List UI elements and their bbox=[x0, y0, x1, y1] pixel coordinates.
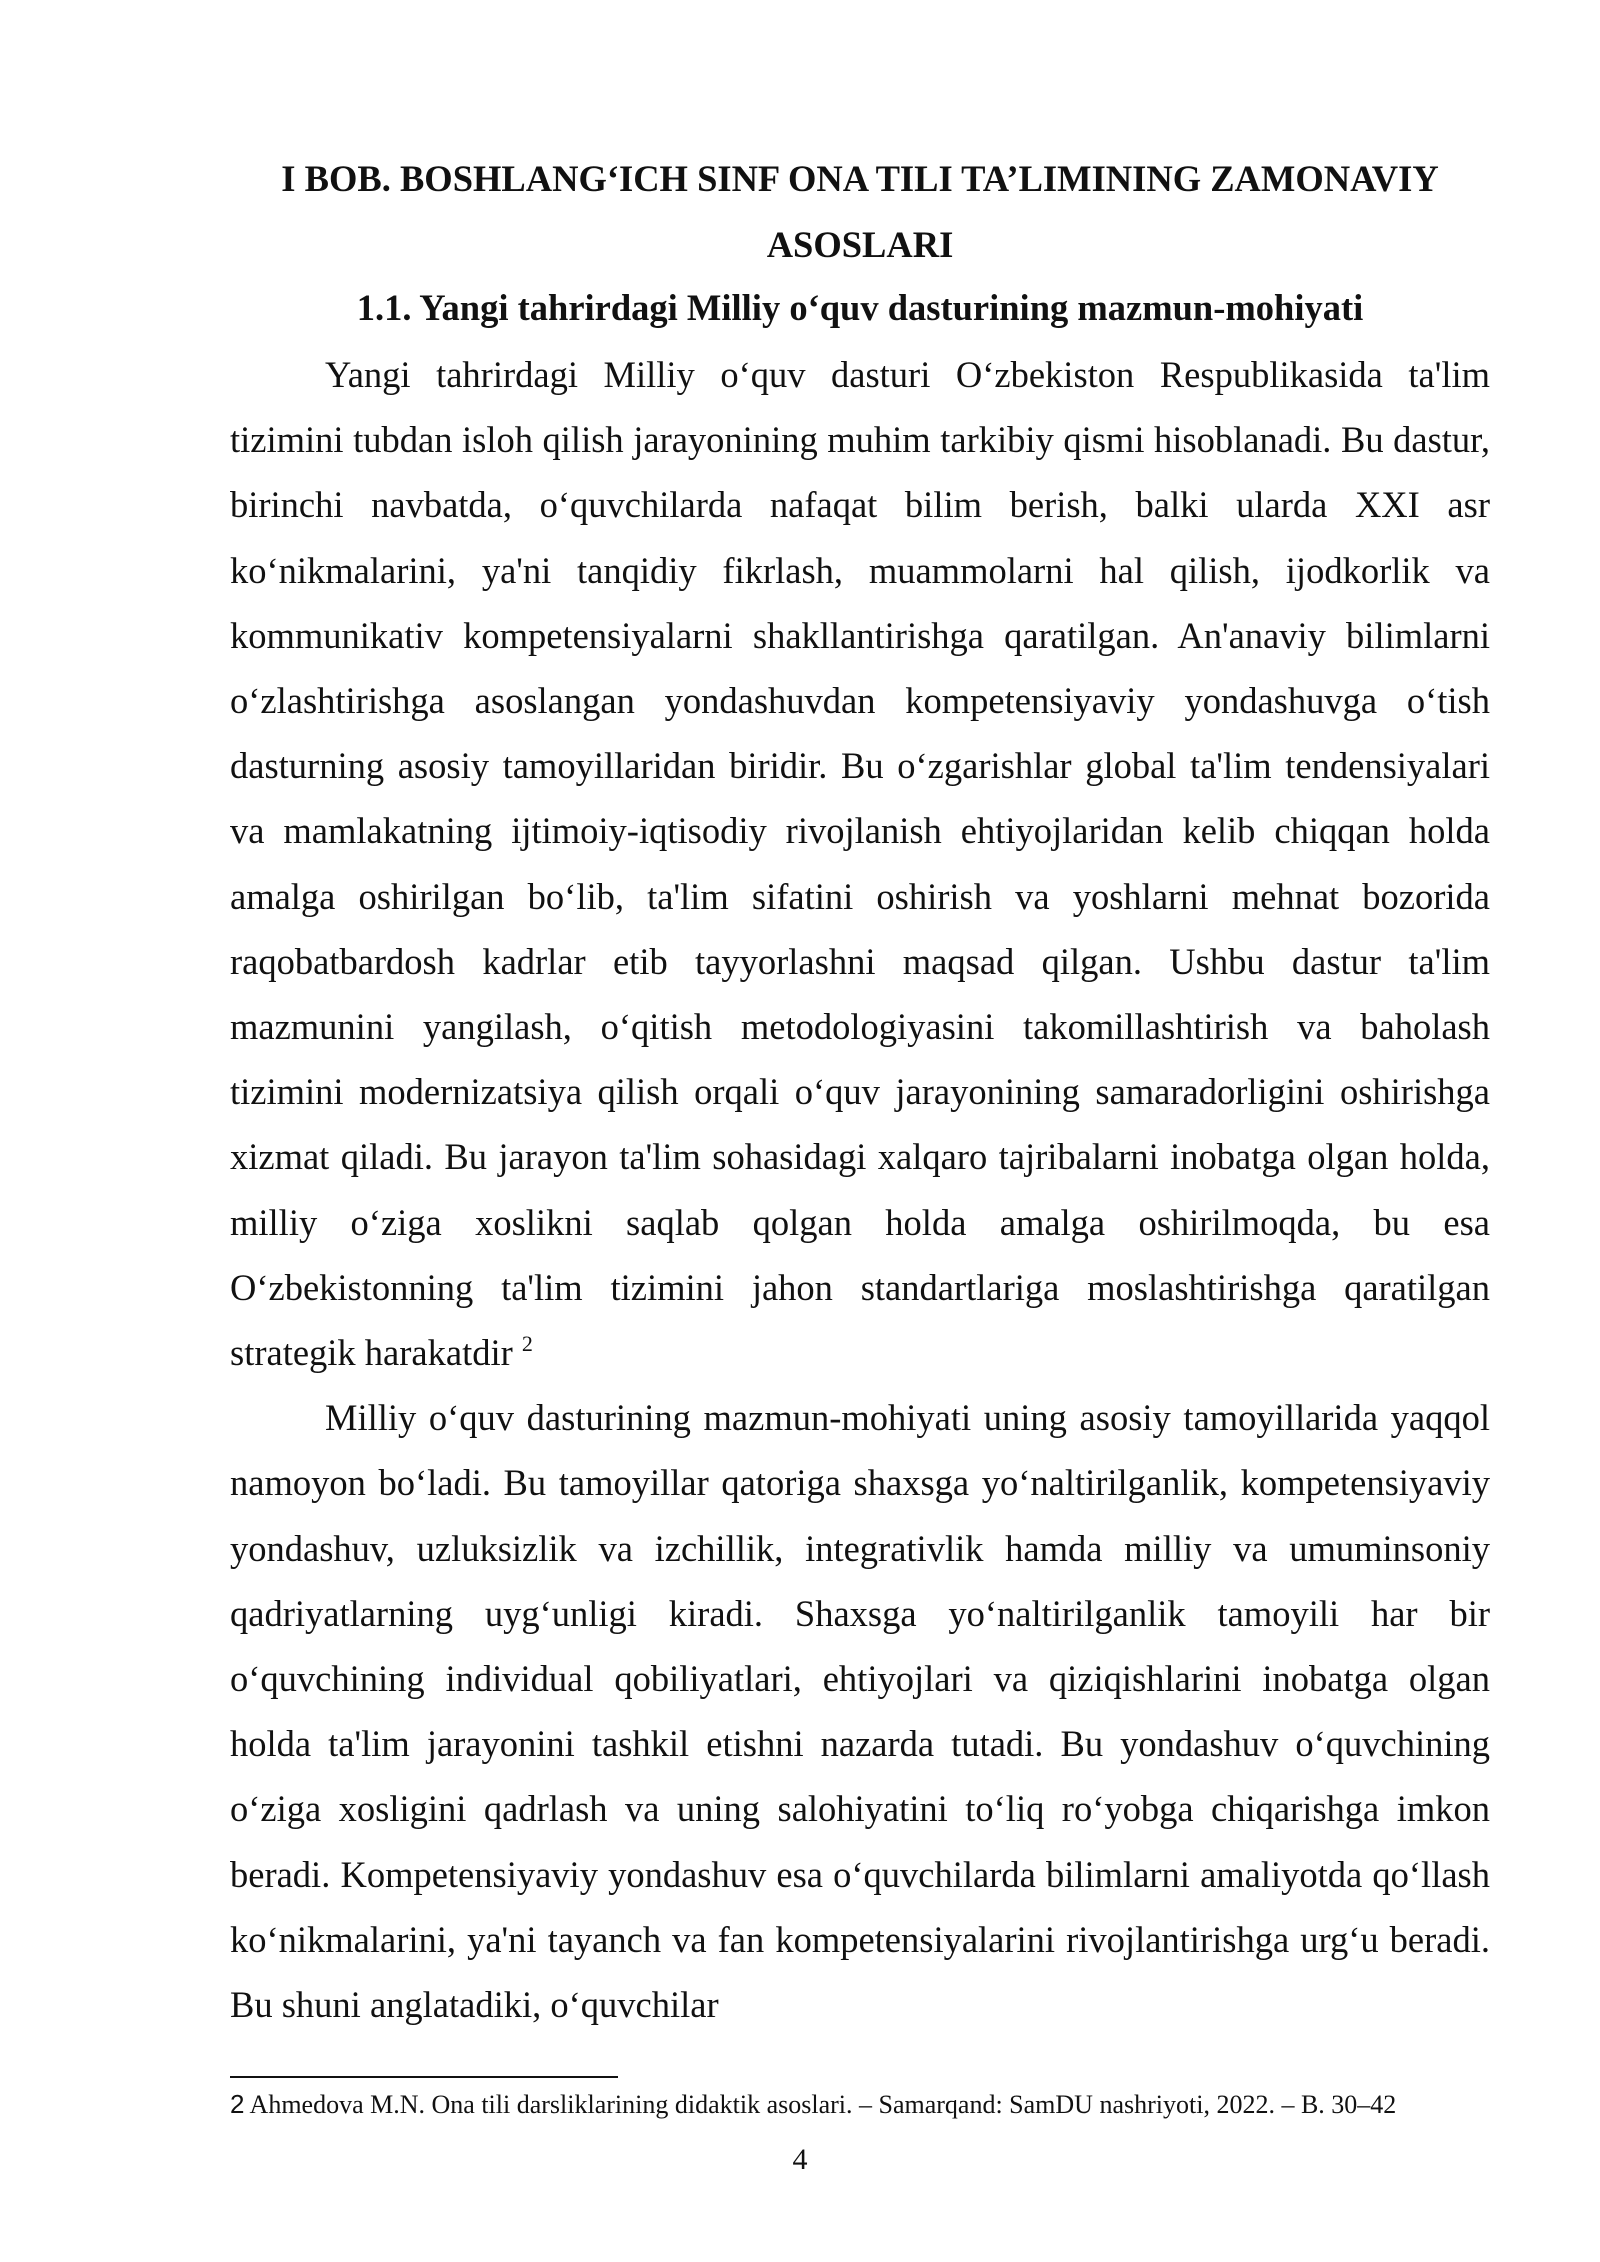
paragraph-1 bbox=[230, 342, 1490, 1385]
footnote-separator bbox=[230, 2076, 618, 2078]
chapter-title bbox=[230, 146, 1490, 278]
page-number: 4 bbox=[792, 2143, 808, 2176]
paragraph-1-text: Yangi tahrirdagi Milliy o‘quv dasturi O‘zbekiston Respublikasida ta'lim tizimini tubdan isloh qilish jarayonining muhim tarkibiy qismi hisoblanadi. Bu dastur, birinchi navbatda, o‘quvchilarda nafaqat bilim berish, balki ularda XXI asr ko‘nikmalarini, ya'ni tanqidiy fikrlash, muammolarni hal qilish, ijodkorlik va kommunikativ kompetensiyalarni shakllantirishga qaratilgan. An'anaviy bilimlarni o‘zlashtirishga asoslangan yondashuvdan kompetensiyaviy yondashuvga o‘tish dasturning asosiy tamoyillaridan biridir. Bu o‘zgarishlar global ta'lim tendensiyalari va mamlakatning ijtimoiy-iqtisodiy rivojlanish ehtiyojlaridan kelib chiqqan holda amalga oshirilgan bo‘lib, ta'lim sifatini oshirish va yoshlarni mehnat bozorida raqobatbardosh kadrlar etib tayyorlashni maqsad qilgan. Ushbu dastur ta'lim mazmunini yangilash, o‘qitish metodologiyasini takomillashtirish va baholash tizimini modernizatsiya qilish orqali o‘quv jarayonining samaradorligini oshirishga xizmat qiladi. Bu jarayon ta'lim sohasidagi xalqaro tajribalarni inobatga olgan holda, milliy o‘ziga xoslikni saqlab qolgan holda amalga oshirilmoqda, bu esa O‘zbekistonning ta'lim tizimini jahon standartlariga moslashtirishga qaratilgan strategik harakatdir bbox=[230, 354, 1490, 1374]
chapter-title-line-1: I BOB. BOSHLANG‘ICH SINF ONA TILI TA’LIMINING ZAMONAVIY bbox=[281, 158, 1439, 199]
footnote bbox=[230, 2086, 1490, 2123]
footnote-number: 2 bbox=[230, 2089, 245, 2119]
body-text bbox=[230, 342, 1490, 2037]
chapter-title-line-2: ASOSLARI bbox=[766, 224, 954, 265]
section-title: 1.1. Yangi tahrirdagi Milliy o‘quv dasturining mazmun-mohiyati bbox=[356, 287, 1364, 328]
footnote-reference[interactable]: 2 bbox=[521, 1331, 533, 1357]
footnote-text: Ahmedova M.N. Ona tili darsliklarining didaktik asoslari. – Samarqand: SamDU nashriyoti, 2022. – B. 30–42 bbox=[249, 2090, 1397, 2119]
paragraph-2: Milliy o‘quv dasturining mazmun-mohiyati uning asosiy tamoyillarida yaqqol namoyon bo‘ladi. Bu tamoyillar qatoriga shaxsga yo‘naltirilganlik, kompetensiyaviy yondashuv, uzluksizlik va izchillik, integrativlik hamda milliy va umuminsoniy qadriyatlarning uyg‘unligi kiradi. Shaxsga yo‘naltirilganlik tamoyili har bir o‘quvchining individual qobiliyatlari, ehtiyojlari va qiziqishlarini inobatga olgan holda ta'lim jarayonini tashkil etishni nazarda tutadi. Bu yondashuv o‘quvchining o‘ziga xosligini qadrlash va uning salohiyatini to‘liq ro‘yobga chiqarishga imkon beradi. Kompetensiyaviy yondashuv esa o‘quvchilarda bilimlarni amaliyotda qo‘llash ko‘nikmalarini, ya'ni tayanch va fan kompetensiyalarini rivojlantirishga urg‘u beradi. Bu shuni anglatadiki, o‘quvchilar bbox=[230, 1397, 1490, 2026]
